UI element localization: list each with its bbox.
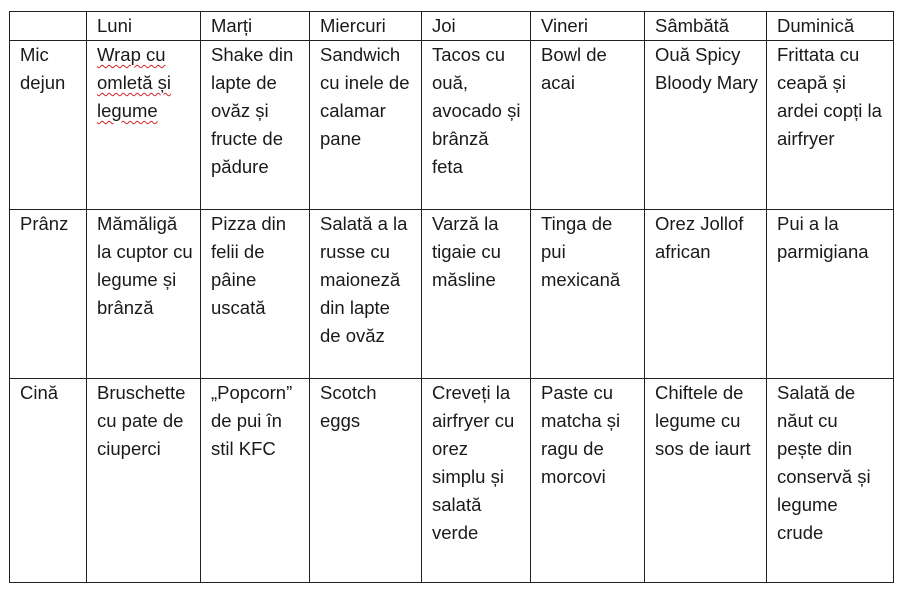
day-header-duminica: Duminică <box>767 12 894 41</box>
meal-label-cina: Cină <box>10 379 87 583</box>
meal-label-mic-dejun: Mic dejun <box>10 41 87 210</box>
table-row-mic-dejun <box>10 41 894 210</box>
meal-cell: „Popcorn” de pui în stil KFC <box>201 379 310 583</box>
meal-cell: Chiftele de legume cu sos de iaurt <box>645 379 767 583</box>
meal-cell: Varză la tigaie cu măsline <box>422 210 531 379</box>
day-header-marti: Marți <box>201 12 310 41</box>
meal-plan-table <box>9 11 894 583</box>
meal-cell: Tinga de pui mexicană <box>531 210 645 379</box>
misspelled-text: Wrap cu omletă și legume <box>97 44 172 121</box>
meal-cell: Frittata cu ceapă și ardei copți la airfryer <box>767 41 894 210</box>
day-header-sambata: Sâmbătă <box>645 12 767 41</box>
meal-cell: Creveți la airfryer cu orez simplu și salată verde <box>422 379 531 583</box>
table-row-pranz <box>10 210 894 379</box>
day-header-vineri: Vineri <box>531 12 645 41</box>
meal-cell: Sandwich cu inele de calamar pane <box>310 41 422 210</box>
meal-cell: Pizza din felii de pâine uscată <box>201 210 310 379</box>
day-header-miercuri: Miercuri <box>310 12 422 41</box>
meal-cell: Pui a la parmigiana <box>767 210 894 379</box>
meal-cell: Tacos cu ouă, avocado și brânză feta <box>422 41 531 210</box>
meal-cell: Shake din lapte de ovăz și fructe de pădure <box>201 41 310 210</box>
meal-cell: Bruschette cu pate de ciuperci <box>87 379 201 583</box>
meal-cell: Orez Jollof african <box>645 210 767 379</box>
meal-cell: Salată a la russe cu maioneză din lapte de ovăz <box>310 210 422 379</box>
meal-cell: Scotch eggs <box>310 379 422 583</box>
day-header-luni: Luni <box>87 12 201 41</box>
meal-cell: Mămăligă la cuptor cu legume și brânză <box>87 210 201 379</box>
meal-cell: Salată de năut cu pește din conservă și legume crude <box>767 379 894 583</box>
meal-cell: Bowl de acai <box>531 41 645 210</box>
header-row <box>10 12 894 41</box>
meal-label-pranz: Prânz <box>10 210 87 379</box>
day-header-joi: Joi <box>422 12 531 41</box>
meal-cell: Paste cu matcha și ragu de morcovi <box>531 379 645 583</box>
table-row-cina <box>10 379 894 583</box>
meal-cell: Ouă Spicy Bloody Mary <box>645 41 767 210</box>
meal-cell <box>87 41 201 210</box>
corner-cell <box>10 12 87 41</box>
